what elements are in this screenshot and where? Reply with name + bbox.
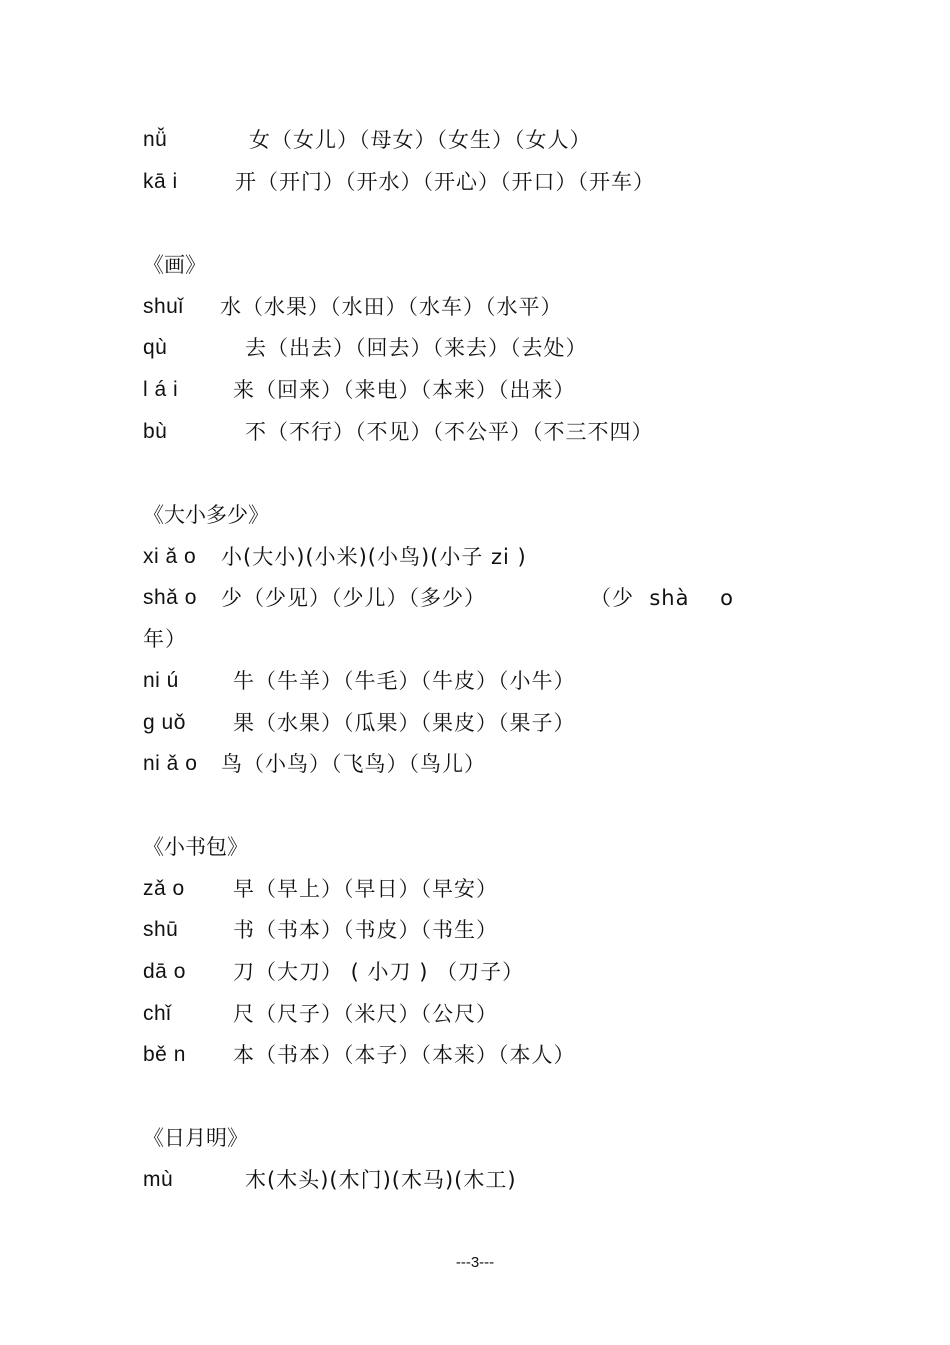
pinyin: shǎ o [143, 586, 197, 609]
pinyin: zǎ o [143, 877, 185, 900]
word-list: 女（女儿）（母女）（女生）（女人） [249, 128, 592, 152]
word-list: 去（出去）（回去）（来去）（去处） [245, 336, 588, 360]
word-list: 果（水果）（瓜果）（果皮）（果子） [233, 711, 576, 735]
pinyin: shuǐ [143, 295, 184, 318]
word-list: 水（水果）（水田）（水车）（水平） [220, 295, 563, 319]
word-list: 早（早上）（早日）（早安） [233, 877, 498, 901]
pinyin: shū [143, 918, 179, 941]
pinyin: chǐ [143, 1002, 172, 1025]
word-list-note: （少 shà o [590, 586, 735, 610]
pinyin: bě n [143, 1043, 186, 1066]
word-list: 鸟（小鸟）（飞鸟）（鸟儿） [221, 752, 486, 776]
lesson-title: 《画》 [143, 253, 206, 277]
word-list: 小(大小)(小米)(小鸟)(小子 zi ) [221, 545, 527, 569]
lesson-title: 《日月明》 [143, 1126, 248, 1150]
word-list: 书（书本）（书皮）（书生） [233, 918, 498, 942]
word-list: 年） [143, 627, 187, 651]
word-list: 少（少见）（少儿）（多少） [221, 586, 486, 610]
word-list: 开（开门）（开水）（开心）（开口）（开车） [235, 170, 655, 194]
pinyin: qù [143, 336, 168, 359]
pinyin: bù [143, 420, 168, 443]
word-list: 不（不行）（不见）（不公平）（不三不四） [245, 420, 654, 444]
word-list: 牛（牛羊）（牛毛）（牛皮）（小牛） [233, 669, 576, 693]
word-list: 来（回来）（来电）（本来）（出来） [233, 378, 576, 402]
pinyin: mù [143, 1168, 174, 1191]
page-number: ---3--- [455, 1254, 495, 1271]
pinyin: ni ǎ o [143, 752, 198, 775]
lesson-title: 《大小多少》 [143, 503, 269, 527]
word-list: 本（书本）（本子）（本来）（本人） [233, 1043, 576, 1067]
lesson-title: 《小书包》 [143, 835, 248, 859]
pinyin: g uǒ [143, 711, 186, 734]
pinyin: kā i [143, 170, 178, 193]
word-list: 尺（尺子）（米尺）（公尺） [233, 1002, 498, 1026]
word-list: 木(木头)(木门)(木马)(木工) [245, 1168, 517, 1192]
pinyin: ni ú [143, 669, 179, 692]
word-list: 刀（大刀） ( 小刀 ) （刀子） [233, 960, 525, 984]
pinyin: nǚ [143, 128, 168, 151]
pinyin: l á i [143, 378, 179, 401]
pinyin: xi ǎ o [143, 545, 197, 568]
pinyin: dā o [143, 960, 186, 983]
